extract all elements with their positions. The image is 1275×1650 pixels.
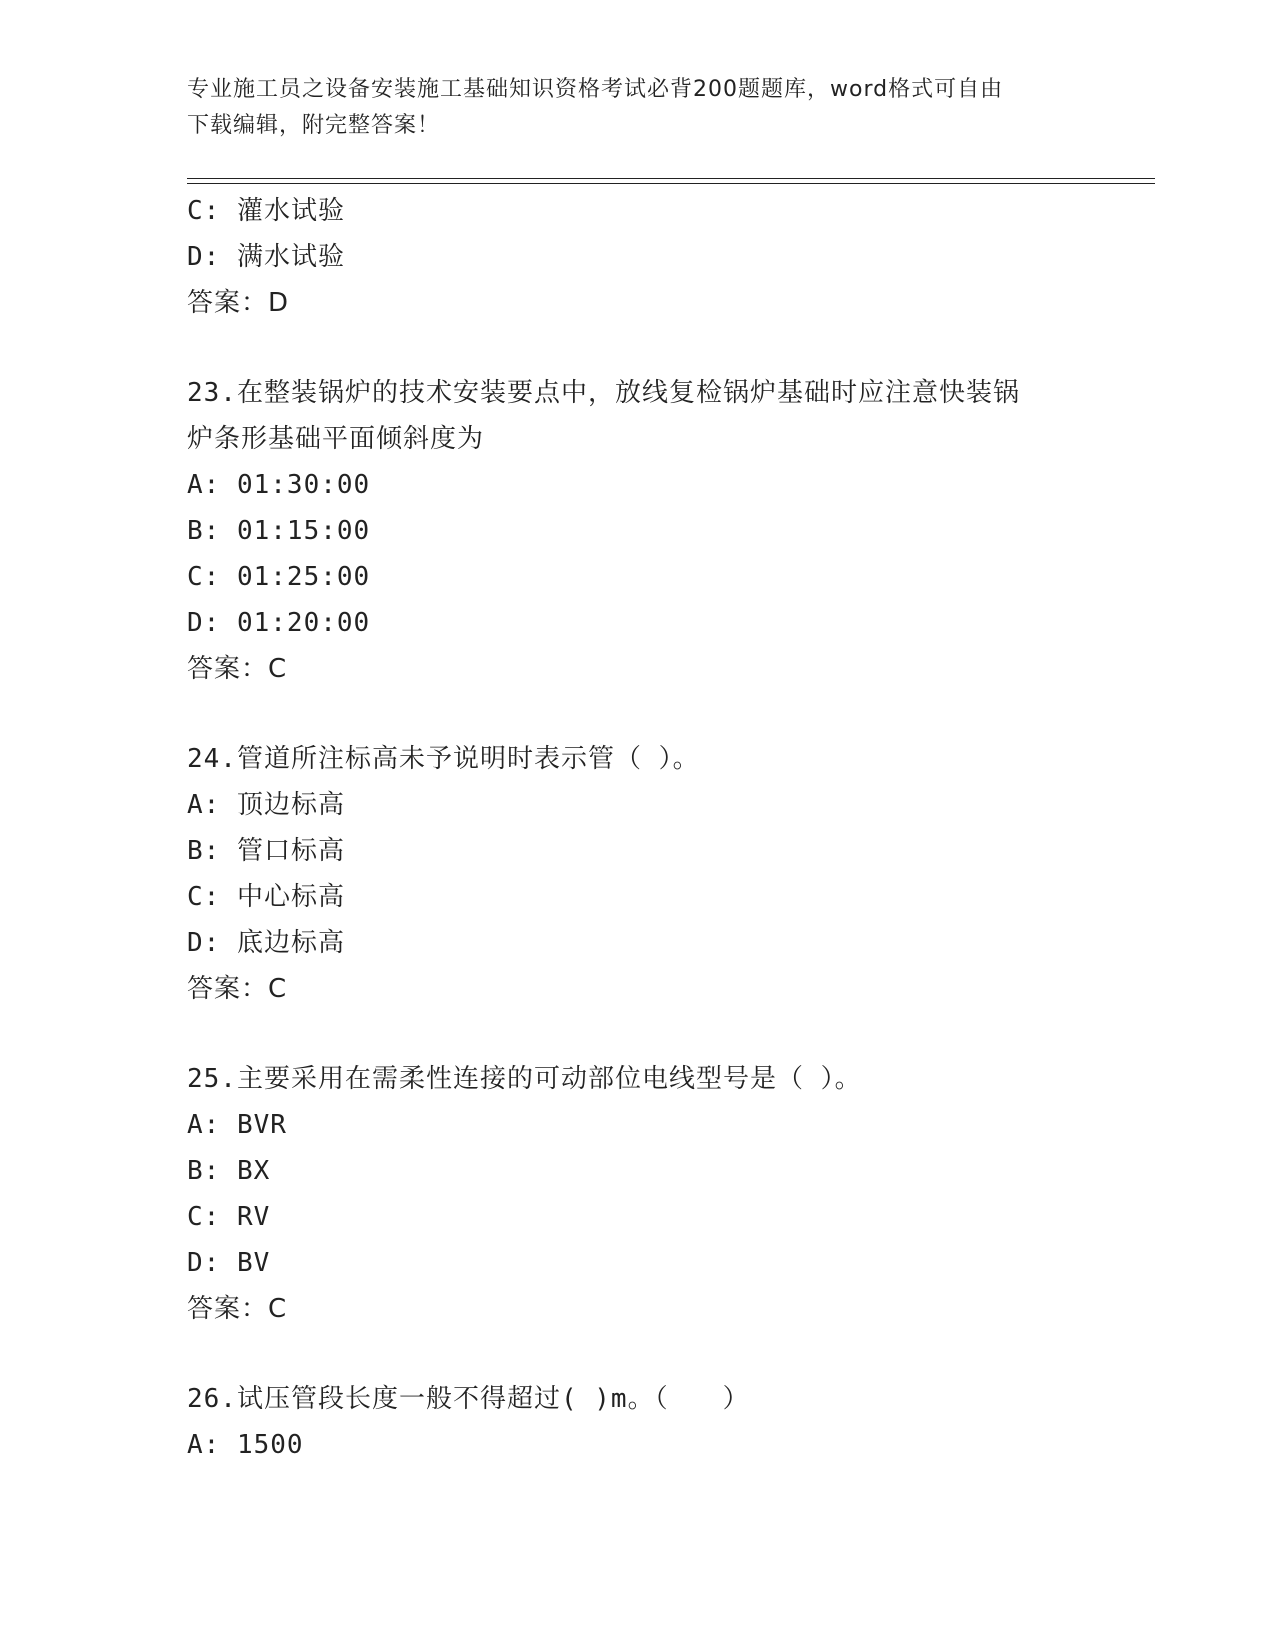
question-23 xyxy=(187,370,1087,692)
option-d: D: BV xyxy=(187,1248,271,1278)
option-b: B: BX xyxy=(187,1156,271,1186)
question-stem: 25.主要采用在需柔性连接的可动部位电线型号是（ ）。 xyxy=(187,1064,862,1094)
answer-line: 答案：C xyxy=(187,1294,288,1324)
question-26 xyxy=(187,1376,1087,1468)
answer-line: 答案：D xyxy=(187,288,290,318)
header-title-line2: 下载编辑，附完整答案！ xyxy=(187,113,441,138)
question-22-continued xyxy=(187,188,1087,326)
option-a: A: 1500 xyxy=(187,1430,304,1460)
question-stem-continued: 炉条形基础平面倾斜度为 xyxy=(187,424,485,454)
option-b: B: 管口标高 xyxy=(187,836,345,866)
document-header xyxy=(187,72,1067,144)
option-d: D: 底边标高 xyxy=(187,928,345,958)
question-stem: 26.试压管段长度一般不得超过( )m。（ ） xyxy=(187,1384,750,1414)
question-stem: 24.管道所注标高未予说明时表示管（ ）。 xyxy=(187,744,700,774)
option-b: B: 01:15:00 xyxy=(187,516,371,546)
question-stem: 23.在整装锅炉的技术安装要点中，放线复检锅炉基础时应注意快装锅 xyxy=(187,378,1020,408)
option-a: A: 顶边标高 xyxy=(187,790,345,820)
option-a: A: 01:30:00 xyxy=(187,470,371,500)
answer-line: 答案：C xyxy=(187,974,288,1004)
option-a: A: BVR xyxy=(187,1110,287,1140)
option-c: C: 01:25:00 xyxy=(187,562,371,592)
header-divider-top xyxy=(187,178,1155,179)
question-25 xyxy=(187,1056,1087,1332)
question-24 xyxy=(187,736,1087,1012)
option-d: D: 01:20:00 xyxy=(187,608,371,638)
option-c: C: 中心标高 xyxy=(187,882,345,912)
question-list xyxy=(187,188,1087,1468)
option-c: C: 灌水试验 xyxy=(187,196,345,226)
option-d: D: 满水试验 xyxy=(187,242,345,272)
header-title-line1: 专业施工员之设备安装施工基础知识资格考试必背200题题库，word格式可自由 xyxy=(187,77,1004,102)
answer-line: 答案：C xyxy=(187,654,288,684)
option-c: C: RV xyxy=(187,1202,271,1232)
header-divider-bottom xyxy=(187,183,1155,184)
